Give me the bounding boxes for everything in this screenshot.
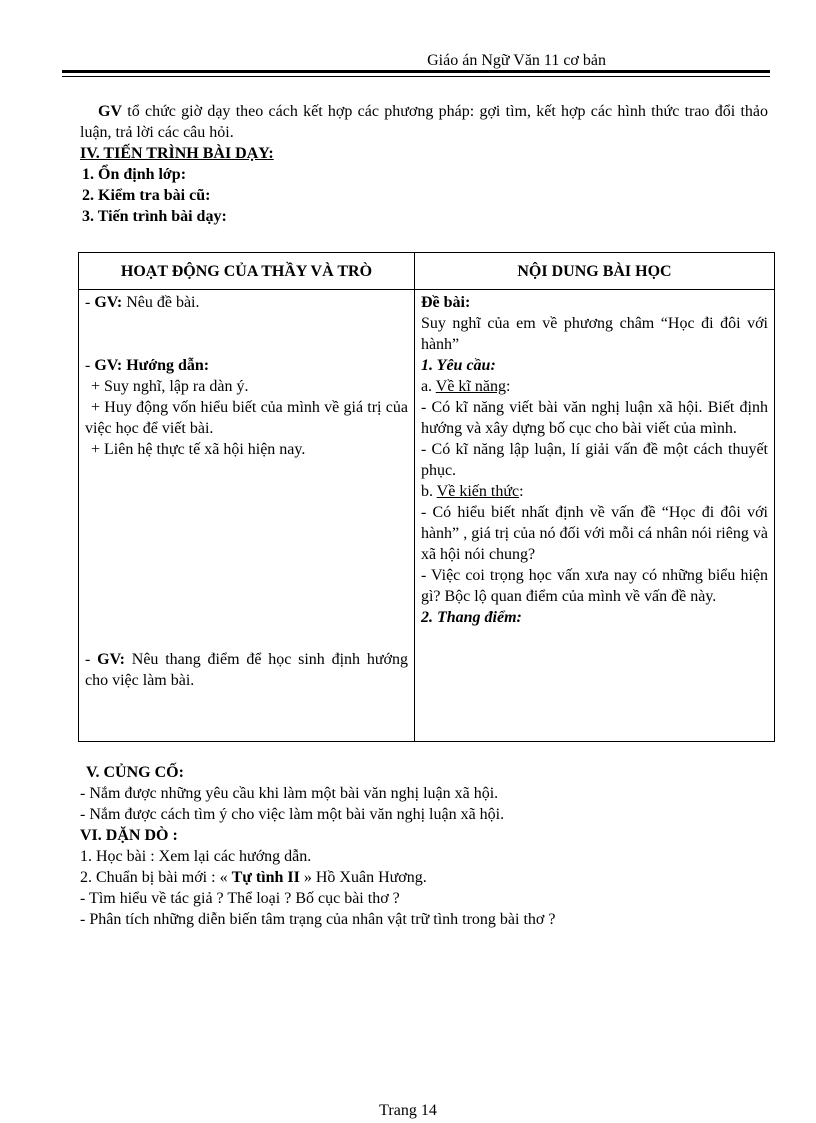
item2-pre: 2. Chuẩn bị bài mới : «: [80, 869, 232, 886]
left-item-1: + Suy nghĩ, lập ra dàn ý.: [91, 378, 249, 395]
a-item-1: - Có kĩ năng viết bài văn nghị luận xã hội. Biết định hướng và xây dựng bố cục cho bài viết của mình.: [420, 399, 768, 437]
item2-bold: Tự tình II: [231, 869, 300, 886]
thang-diem: 2. Thang điểm:: [420, 609, 522, 626]
section6-item-3: - Tìm hiểu về tác giả ? Thể loại ? Bố cục bài thơ ?: [80, 890, 400, 907]
b-heading: b. Về kiến thức:: [420, 483, 524, 500]
gv1-text: Nêu đề bài.: [122, 294, 200, 311]
de-bai-label: Đề bài:: [420, 294, 471, 311]
table-row: [79, 290, 775, 742]
header-rule: [62, 70, 770, 77]
left-item-2: + Huy động vốn hiểu biết của mình về giá trị của việc học để viết bài.: [85, 399, 408, 437]
header-activities: HOẠT ĐỘNG CỦA THẦY VÀ TRÒ: [79, 253, 415, 290]
activities-cell: [79, 290, 415, 742]
step-3: 3. Tiến trình bài dạy:: [82, 208, 227, 225]
section4-title: IV. TIẾN TRÌNH BÀI DẠY:: [80, 145, 274, 162]
intro-paragraph: [80, 101, 768, 143]
gv2: - GV: Hướng dẫn:: [85, 357, 210, 374]
gv1-label: GV:: [94, 294, 123, 311]
a-heading: a. Về kĩ năng:: [420, 378, 511, 395]
a-item-2: - Có kĩ năng lập luận, lí giải vấn đề một cách thuyết phục.: [420, 441, 768, 479]
de-bai-text: Suy nghĩ của em về phương châm “Học đi đôi với hành”: [420, 315, 768, 353]
intro-section: [80, 101, 768, 227]
section5-item-2: - Nắm được cách tìm ý cho việc làm một bài văn nghị luận xã hội.: [80, 806, 505, 823]
intro-gv: GV: [98, 103, 122, 120]
gv2-label: GV: Hướng dẫn:: [94, 357, 210, 374]
gv3-text: Nêu thang điểm để học sinh định hướng cho việc làm bài.: [85, 651, 408, 689]
gv1: - GV: Nêu đề bài.: [85, 294, 200, 311]
a-prefix: a.: [420, 378, 436, 395]
section6-title: VI. DẶN DÒ :: [80, 827, 178, 844]
step-1: 1. Ổn định lớp:: [82, 166, 187, 183]
b-prefix: b.: [420, 483, 437, 500]
section6-item-2: [80, 867, 770, 888]
left-item-3: + Liên hệ thực tế xã hội hiện nay.: [91, 441, 306, 458]
b-item-2: - Việc coi trọng học vấn xưa nay có những biểu hiện gì? Bộc lộ quan điểm của mình về vấn đề này.: [420, 567, 768, 605]
section6-item-4: - Phân tích những diễn biến tâm trạng của nhân vật trữ tình trong bài thơ ?: [80, 911, 556, 928]
header-content: NỘI DUNG BÀI HỌC: [414, 253, 774, 290]
b-item-1: - Có hiểu biết nhất định về vấn đề “Học đi đôi với hành” , giá trị của nó đối với mỗi cá nhân nói riêng và xã hội nói chung?: [420, 504, 768, 563]
a-label: Về kĩ năng: [435, 378, 506, 395]
section6-item-1: 1. Học bài : Xem lại các hướng dẫn.: [80, 848, 312, 865]
page-number: Trang 14: [379, 1102, 437, 1119]
b-label: Về kiến thức: [436, 483, 520, 500]
table-header-row: [79, 253, 775, 290]
section5-item-1: - Nắm được những yêu cầu khi làm một bài văn nghị luận xã hội.: [80, 785, 499, 802]
intro-text: tổ chức giờ dạy theo cách kết hợp các phương pháp: gợi tìm, kết hợp các hình thức trao đổi thảo luận, trả lời các câu hỏi.: [80, 103, 768, 141]
section5-title: V. CỦNG CỐ:: [86, 764, 184, 781]
item2-post: » Hồ Xuân Hương.: [299, 869, 427, 886]
lesson-table: [78, 252, 775, 742]
step-2: 2. Kiểm tra bài cũ:: [82, 187, 211, 204]
header-title: Giáo án Ngữ Văn 11 cơ bản: [427, 52, 606, 69]
gv3: - GV: Nêu thang điểm để học sinh định hướng cho việc làm bài.: [85, 651, 408, 689]
gv3-label: GV:: [97, 651, 125, 668]
closing-section: [80, 762, 770, 930]
yeu-cau: 1. Yêu cầu:: [420, 357, 496, 374]
content-cell: [414, 290, 774, 742]
